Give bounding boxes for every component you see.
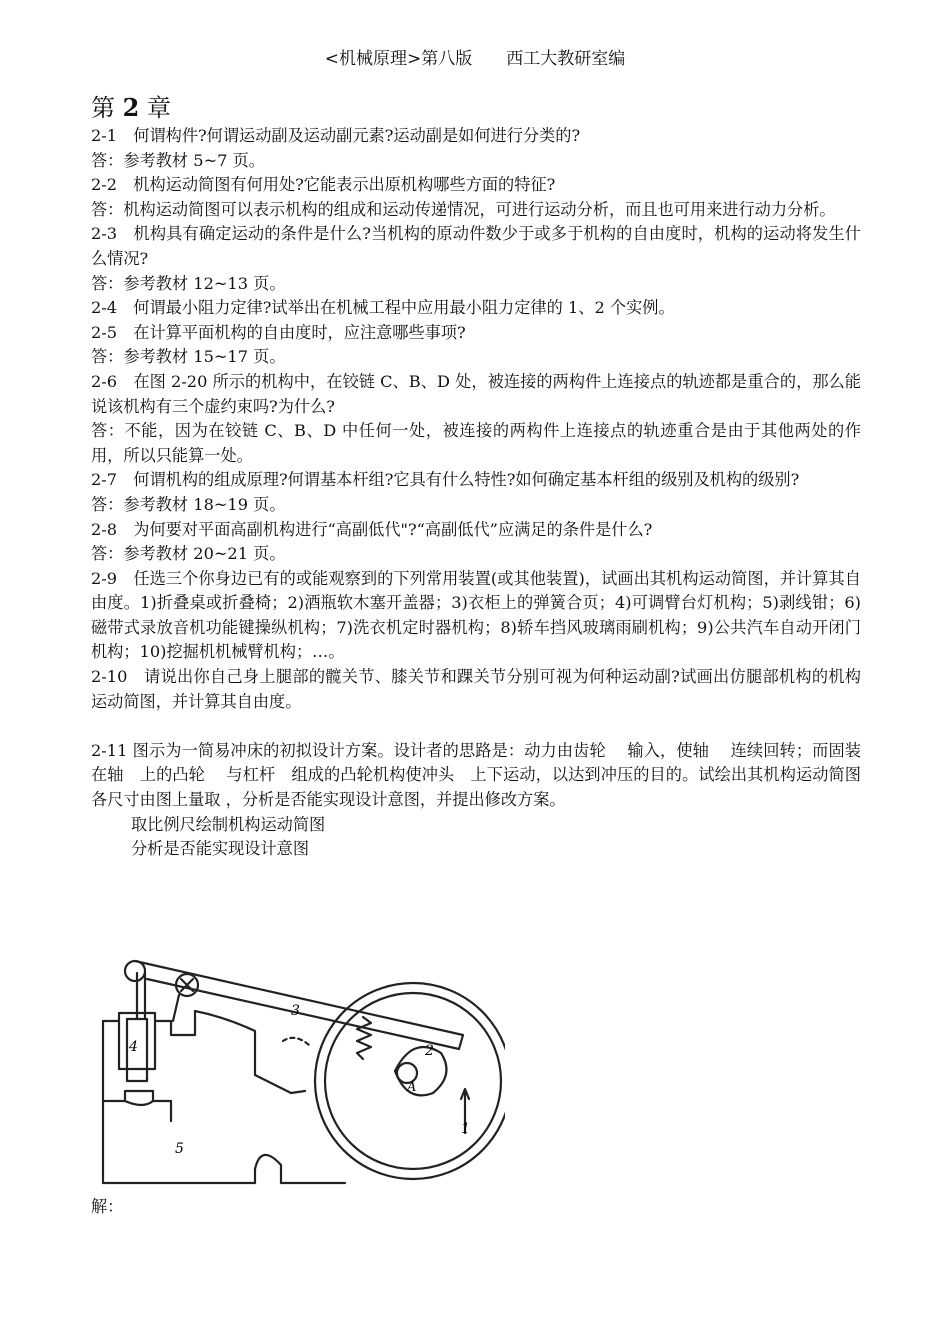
text-line: 答：不能，因为在铰链 C、B、D 中任何一处，被连接的两构件上连接点的轨迹重合是由于其他两处的作用，所以只能算一处。	[91, 421, 861, 465]
text-line: 2-2 机构运动简图有何用处?它能表示出原机构哪些方面的特征?	[91, 175, 556, 195]
lever-end	[459, 1035, 463, 1049]
chapter-suffix: 章	[139, 94, 171, 122]
punch-press-diagram	[95, 943, 505, 1185]
label-1: 1	[461, 1121, 470, 1137]
text-line: 2-4 何谓最小阻力定律?试举出在机械工程中应用最小阻力定律的 1、2 个实例。	[91, 298, 675, 318]
text-line: 答：参考教材 18~19 页。	[91, 494, 286, 514]
punch-press-figure	[95, 943, 505, 1185]
label-4: 4	[129, 1039, 138, 1055]
blank-line	[91, 714, 861, 739]
question-list	[91, 124, 861, 862]
cam-profile	[395, 1047, 446, 1095]
text-line: 答：参考教材 12~13 页。	[91, 273, 286, 293]
text-line: 2-10 请说出你自己身上腿部的髋关节、膝关节和踝关节分别可视为何种运动副?试画出仿腿部机构的机构运动简图，并计算其自由度。	[91, 667, 861, 711]
lever-upper-edge	[135, 961, 463, 1035]
page-header: <机械原理>第八版 西工大教研室编	[324, 49, 626, 69]
lever-lower-edge	[147, 979, 459, 1049]
chapter-title	[91, 88, 171, 123]
text-line: 2-6 在图 2-20 所示的机构中，在铰链 C、B、D 处，被连接的两构件上连接点的轨迹都是重合的，那么能说该机构有三个虚约束吗?为什么?	[91, 371, 861, 416]
chapter-number: 2	[122, 93, 140, 122]
text-line: 分析是否能实现设计意图	[131, 839, 310, 859]
label-2: 2	[425, 1043, 434, 1059]
text-line: 答：参考教材 20~21 页。	[91, 544, 286, 564]
text-line: 答：参考教材 15~17 页。	[91, 347, 286, 367]
label-A: A	[407, 1080, 417, 1095]
die-outline	[125, 1091, 153, 1105]
chapter-prefix: 第	[91, 94, 123, 122]
spring	[357, 1017, 371, 1059]
text-line: 2-8 为何要对平面高副机构进行“高副低代"?“高副低代”应满足的条件是什么?	[91, 519, 653, 539]
label-3: 3	[291, 1003, 300, 1019]
support-link	[173, 995, 179, 1021]
text-line: 2-11 图示为一简易冲床的初拟设计方案。设计者的思路是：动力由齿轮 输入，使轴 连续回转；而固装在轴 上的凸轮 与杠杆 组成的凸轮机构使冲头 上下运动，以达到冲压的目的。试绘出其机构运动简图 各尺寸由图上量取 ，分析是否能实现设计意图，并提出修改方案。	[91, 740, 861, 810]
text-line: 2-5 在计算平面机构的自由度时，应注意哪些事项?	[91, 322, 466, 342]
label-5: 5	[175, 1141, 184, 1157]
text-line: 2-9 任选三个你身边已有的或能观察到的下列常用装置(或其他装置)，试画出其机构运动简图，并计算其自由度。1)折叠桌或折叠椅；2)酒瓶软木塞开盖器；3)衣柜上的弹簧合页；4)可调臂台灯机构；5)剥线钳；6)磁带式录放音机功能键操纵机构；7)洗衣机定时器机构；8)轿车挡风玻璃雨刷机构；9)公共汽车自动开闭门机构；10)挖掘机机械臂机构；…。	[91, 568, 861, 662]
text-line: 2-1 何谓构件?何谓运动副及运动副元素?运动副是如何进行分类的?	[91, 126, 581, 145]
text-line: 取比例尺绘制机构运动简图	[131, 814, 326, 834]
text-line: 答：机构运动简图可以表示机构的组成和运动传递情况，可进行运动分析，而且也可用来进行动力分析。	[91, 199, 836, 219]
pivot-top	[125, 961, 145, 981]
text-line: 答：参考教材 5~7 页。	[91, 150, 265, 170]
solution-label: 解：	[91, 1197, 124, 1216]
text-line: 2-3 机构具有确定运动的条件是什么?当机构的原动件数少于或多于机构的自由度时，机构的运动将发生什么情况?	[91, 224, 861, 268]
text-line: 2-7 何谓机构的组成原理?何谓基本杆组?它具有什么特性?如何确定基本杆组的级别及机构的级别?	[91, 470, 800, 490]
